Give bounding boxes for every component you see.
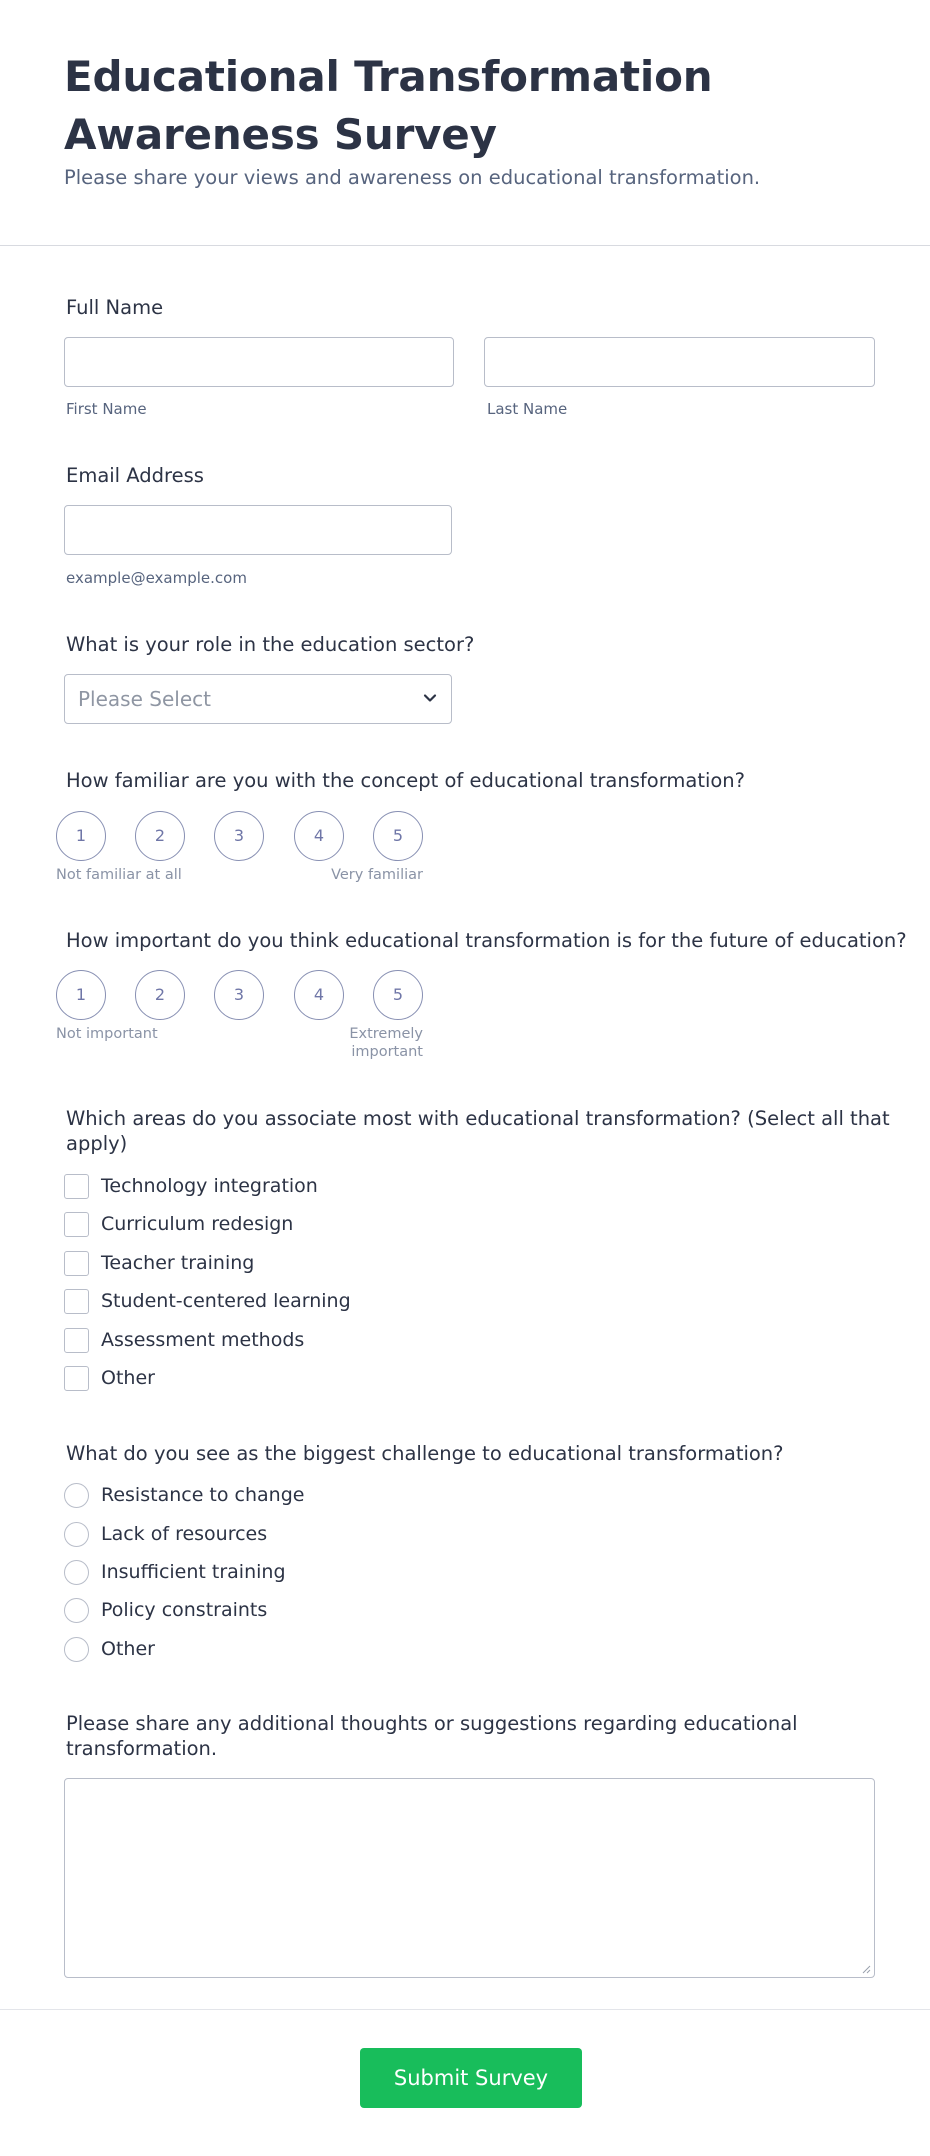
submit-button[interactable]: Submit Survey — [360, 2048, 582, 2108]
thoughts-label-line1: Please share any additional thoughts or suggestions regarding educational — [66, 1712, 798, 1735]
challenge-option-label: Resistance to change — [101, 1484, 305, 1506]
familiarity-option-4[interactable]: 4 — [294, 811, 344, 861]
familiarity-option-2[interactable]: 2 — [135, 811, 185, 861]
familiarity-high-caption: Very familiar — [331, 867, 423, 883]
importance-option-4[interactable]: 4 — [294, 970, 344, 1020]
importance-high-caption — [320, 1025, 423, 1061]
radio-button[interactable] — [64, 1637, 89, 1662]
radio-button[interactable] — [64, 1483, 89, 1508]
chevron-down-icon — [421, 689, 439, 707]
form-header — [0, 0, 930, 246]
radio-button[interactable] — [64, 1560, 89, 1585]
importance-option-5[interactable]: 5 — [373, 970, 423, 1020]
importance-option-3[interactable]: 3 — [214, 970, 264, 1020]
last-name-sublabel: Last Name — [487, 400, 568, 418]
role-select[interactable] — [64, 674, 452, 724]
thoughts-label-line2: transformation. — [66, 1737, 218, 1760]
areas-label — [66, 1106, 890, 1156]
familiarity-option-5[interactable]: 5 — [373, 811, 423, 861]
footer-divider — [0, 2009, 930, 2010]
challenge-option-label: Other — [101, 1638, 155, 1660]
areas-option-label: Technology integration — [101, 1175, 318, 1197]
areas-option-label: Assessment methods — [101, 1329, 305, 1351]
email-input[interactable] — [64, 505, 452, 555]
resize-grip-icon[interactable] — [861, 1964, 871, 1974]
areas-label-line1: Which areas do you associate most with educational transformation? (Select all that — [66, 1107, 890, 1130]
areas-option-label: Other — [101, 1367, 155, 1389]
areas-option-label: Teacher training — [101, 1252, 255, 1274]
last-name-input[interactable] — [484, 337, 875, 387]
role-select-value: Please Select — [78, 687, 211, 711]
areas-option-label: Curriculum redesign — [101, 1213, 294, 1235]
areas-label-line2: apply) — [66, 1132, 128, 1155]
importance-low-caption: Not important — [56, 1026, 158, 1042]
challenge-label: What do you see as the biggest challenge to educational transformation? — [66, 1442, 784, 1465]
importance-high-caption-line1: Extremely — [349, 1026, 423, 1042]
importance-label: How important do you think educational transformation is for the future of education? — [66, 929, 907, 952]
full-name-label: Full Name — [66, 296, 164, 319]
familiarity-low-caption: Not familiar at all — [56, 867, 182, 883]
challenge-option-label: Insufficient training — [101, 1561, 286, 1583]
familiarity-option-1[interactable]: 1 — [56, 811, 106, 861]
thoughts-textarea[interactable] — [64, 1778, 875, 1978]
checkbox[interactable] — [64, 1251, 89, 1276]
checkbox[interactable] — [64, 1212, 89, 1237]
importance-option-2[interactable]: 2 — [135, 970, 185, 1020]
radio-button[interactable] — [64, 1522, 89, 1547]
first-name-sublabel: First Name — [66, 400, 147, 418]
checkbox[interactable] — [64, 1174, 89, 1199]
email-sublabel: example@example.com — [66, 569, 247, 587]
role-label: What is your role in the education sector? — [66, 633, 475, 656]
thoughts-label — [66, 1711, 798, 1761]
page-title: Educational Transformation Awareness Survey — [64, 52, 713, 159]
checkbox[interactable] — [64, 1289, 89, 1314]
page-description: Please share your views and awareness on educational transformation. — [64, 166, 761, 189]
checkbox[interactable] — [64, 1328, 89, 1353]
challenge-option-label: Lack of resources — [101, 1523, 268, 1545]
challenge-option-label: Policy constraints — [101, 1599, 268, 1621]
familiarity-option-3[interactable]: 3 — [214, 811, 264, 861]
checkbox[interactable] — [64, 1366, 89, 1391]
areas-option-label: Student-centered learning — [101, 1290, 351, 1312]
familiarity-label: How familiar are you with the concept of educational transformation? — [66, 769, 746, 792]
importance-high-caption-line2: important — [351, 1044, 423, 1060]
importance-option-1[interactable]: 1 — [56, 970, 106, 1020]
radio-button[interactable] — [64, 1598, 89, 1623]
first-name-input[interactable] — [64, 337, 454, 387]
email-label: Email Address — [66, 464, 204, 487]
